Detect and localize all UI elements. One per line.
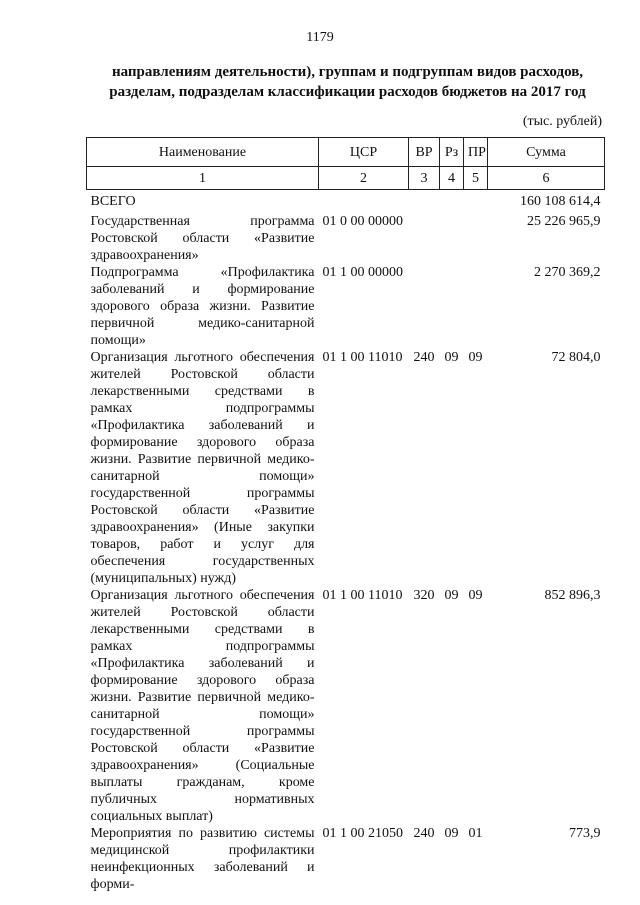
row-rz: 09: [444, 588, 459, 603]
header-name: Наименование: [87, 138, 319, 167]
column-number: 1: [87, 167, 319, 190]
row-name: Государственная программа Ростовской области «Развитие здравоохранения»: [90, 214, 315, 263]
row-sum: 2 270 369,2: [534, 265, 601, 280]
row-rz: 09: [444, 826, 459, 841]
column-number: 2: [319, 167, 409, 190]
row-pr: 09: [468, 350, 483, 365]
table-row: [87, 264, 605, 349]
row-name: Мероприятия по развитию системы медицинской профилактики неинфекционных заболеваний и форми-: [90, 826, 315, 892]
header-csr: ЦСР: [319, 138, 409, 167]
row-csr: 01 1 00 21050: [322, 826, 403, 841]
header-sum: Сумма: [488, 138, 605, 167]
row-pr: 09: [468, 588, 483, 603]
row-rz: [440, 213, 464, 264]
column-number: 4: [440, 167, 464, 190]
row-sum: 160 108 614,4: [520, 194, 601, 209]
row-pr: [464, 213, 488, 264]
row-csr: 01 1 00 00000: [322, 265, 403, 280]
table-row: [87, 587, 605, 825]
row-pr: 01: [468, 826, 483, 841]
column-number: 5: [464, 167, 488, 190]
row-vr: [409, 264, 440, 349]
row-rz: [440, 264, 464, 349]
page-number: 1179: [306, 30, 334, 45]
header-vr: ВР: [409, 138, 440, 167]
column-number: 3: [409, 167, 440, 190]
row-csr: 01 1 00 11010: [322, 588, 403, 603]
row-vr: [409, 213, 440, 264]
table-header-row: [87, 138, 605, 167]
column-number: 6: [488, 167, 605, 190]
row-pr: [464, 264, 488, 349]
units-label: (тыс. рублей): [522, 114, 602, 129]
row-sum: 72 804,0: [551, 350, 601, 365]
row-name: Подпрограмма «Профилактика заболеваний и формирование здорового образа жизни. Развитие первичной медико-санитарной помощи»: [90, 265, 315, 348]
row-sum: 773,9: [569, 826, 601, 841]
column-number-row: [87, 167, 605, 190]
table-row: [87, 213, 605, 264]
row-pr: [464, 190, 488, 214]
row-vr: 240: [413, 826, 435, 841]
header-pr: ПР: [464, 138, 488, 167]
header-rz: Рз: [440, 138, 464, 167]
row-rz: 09: [444, 350, 459, 365]
row-sum: 852 896,3: [544, 588, 601, 603]
row-sum: 25 226 965,9: [527, 214, 601, 229]
row-csr: [319, 190, 409, 214]
row-vr: 240: [413, 350, 435, 365]
budget-table: [86, 137, 605, 893]
table-row: [87, 825, 605, 893]
row-vr: [409, 190, 440, 214]
row-csr: 01 0 00 00000: [322, 214, 403, 229]
row-name: Организация льготного обеспечения жителей Ростовской области лекарственными средствами в рамках подпрограммы «Профилактика заболеваний и формирование здорового образа жизни. Развитие первичной медико-санитарной помощи» государственной программы Ростовской области «Развитие здравоохранения» (Социальные выплаты гражданам, кроме публичных нормативных социальных выплат): [90, 588, 315, 824]
row-csr: 01 1 00 11010: [322, 350, 403, 365]
table-row: [87, 349, 605, 587]
table-row-total: [87, 190, 605, 214]
row-vr: 320: [413, 588, 435, 603]
document-heading: направлениям деятельности), группам и подгруппам видов расходов, разделам, подразделам классификации расходов бюджетов на 2017 год: [109, 64, 586, 100]
row-rz: [440, 190, 464, 214]
row-name: ВСЕГО: [90, 194, 136, 209]
row-name: Организация льготного обеспечения жителей Ростовской области лекарственными средствами в рамках подпрограммы «Профилактика заболеваний и формирование здорового образа жизни. Развитие первичной медико-санитарной помощи» государственной программы Ростовской области «Развитие здравоохранения» (Иные закупки товаров, работ и услуг для обеспечения государственных (муниципальных) нужд): [90, 350, 315, 586]
